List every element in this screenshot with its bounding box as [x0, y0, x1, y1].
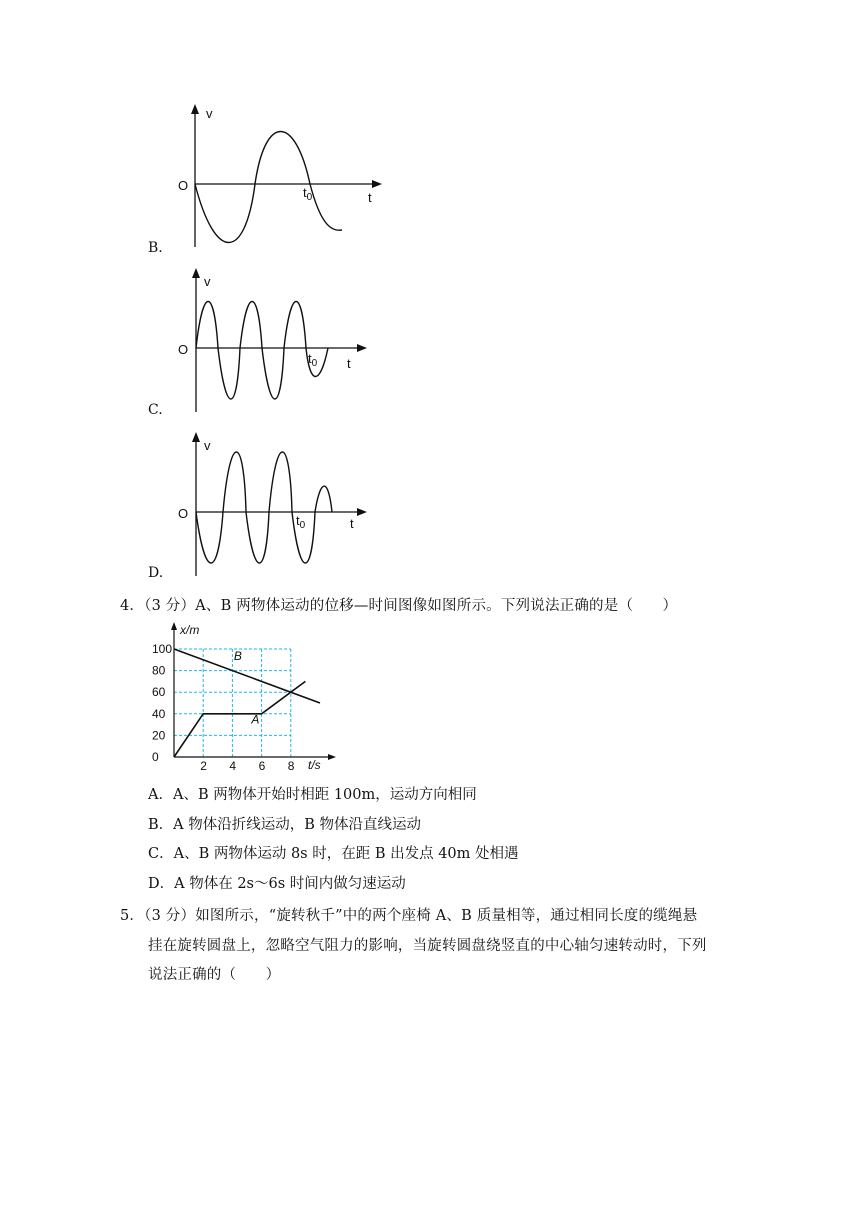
- option-d-letter: D.: [148, 565, 164, 581]
- chart-grid: [174, 649, 291, 757]
- q4-option-c: C．A、B 两物体运动 8s 时，在距 B 出发点 40m 处相遇: [148, 846, 519, 862]
- t-label: t: [368, 190, 372, 205]
- t-axis-arrow: [357, 508, 367, 516]
- q5-line-1: 5．（3 分）如图所示，“旋转秋千”中的两个座椅 A、B 质量相等，通过相同长度的缆绳悬: [120, 908, 698, 924]
- x-tick-label: 8: [287, 759, 295, 773]
- v-axis-arrow: [192, 268, 200, 278]
- x-tick-label: 4: [229, 759, 237, 773]
- option-b-letter: B.: [148, 240, 163, 256]
- v-label: v: [204, 274, 211, 289]
- x-axis-arrow: [328, 754, 336, 760]
- y-tick-label: 0: [152, 750, 159, 764]
- y-tick-label: 20: [152, 728, 166, 743]
- chart-series: [174, 649, 320, 757]
- x-tick-label: 2: [200, 759, 207, 773]
- option-d-graph: [160, 430, 400, 580]
- v-label: v: [206, 106, 213, 121]
- q4-option-b: B．A 物体沿折线运动，B 物体沿直线运动: [148, 817, 421, 833]
- t-axis-arrow: [372, 180, 382, 188]
- y-tick-label: 40: [152, 706, 166, 721]
- t0-label: $t_0$: [308, 351, 318, 369]
- origin-label: O: [178, 506, 189, 521]
- y-axis-label: x/m: [180, 623, 200, 637]
- v-axis-arrow: [192, 432, 200, 442]
- origin-label: O: [178, 178, 189, 193]
- t-label: t: [347, 356, 351, 371]
- origin-label: O: [178, 342, 189, 357]
- series-line-b: [174, 649, 320, 703]
- q4-option-a: A．A、B 两物体开始时相距 100m，运动方向相同: [148, 787, 477, 803]
- y-tick-label: 60: [152, 685, 166, 700]
- q4-option-d: D．A 物体在 2s～6s 时间内做匀速运动: [148, 876, 406, 892]
- y-axis-arrow: [171, 622, 177, 630]
- q5-line-3: 说法正确的（ ）: [148, 967, 281, 983]
- t0-label: $t_0$: [303, 185, 313, 203]
- option-c-letter: C.: [148, 402, 163, 418]
- option-b-graph: [160, 102, 420, 252]
- q4-chart: [148, 618, 348, 774]
- x-axis-label: t/s: [308, 758, 321, 772]
- option-c-graph: [160, 266, 400, 416]
- t-axis-arrow: [357, 344, 367, 352]
- y-tick-label: 100: [152, 642, 173, 656]
- q4-stem: 4．（3 分）A、B 两物体运动的位移—时间图像如图所示。下列说法正确的是（ ）: [120, 598, 678, 614]
- t-label: t: [350, 516, 354, 531]
- v-axis-arrow: [191, 104, 199, 114]
- series-label-b: B: [233, 648, 242, 663]
- velocity-curve: [195, 132, 342, 243]
- y-tick-label: 80: [152, 663, 166, 678]
- v-label: v: [204, 438, 211, 453]
- t0-label: $t_0$: [296, 513, 306, 531]
- q5-line-2: 挂在旋转圆盘上，忽略空气阻力的影响，当旋转圆盘绕竖直的中心轴匀速转动时，下列: [148, 938, 707, 954]
- x-tick-label: 6: [258, 759, 266, 773]
- series-label-a: A: [251, 712, 260, 727]
- chart-axes: [171, 622, 336, 760]
- velocity-curve: [196, 452, 332, 563]
- series-line-a: [174, 681, 305, 757]
